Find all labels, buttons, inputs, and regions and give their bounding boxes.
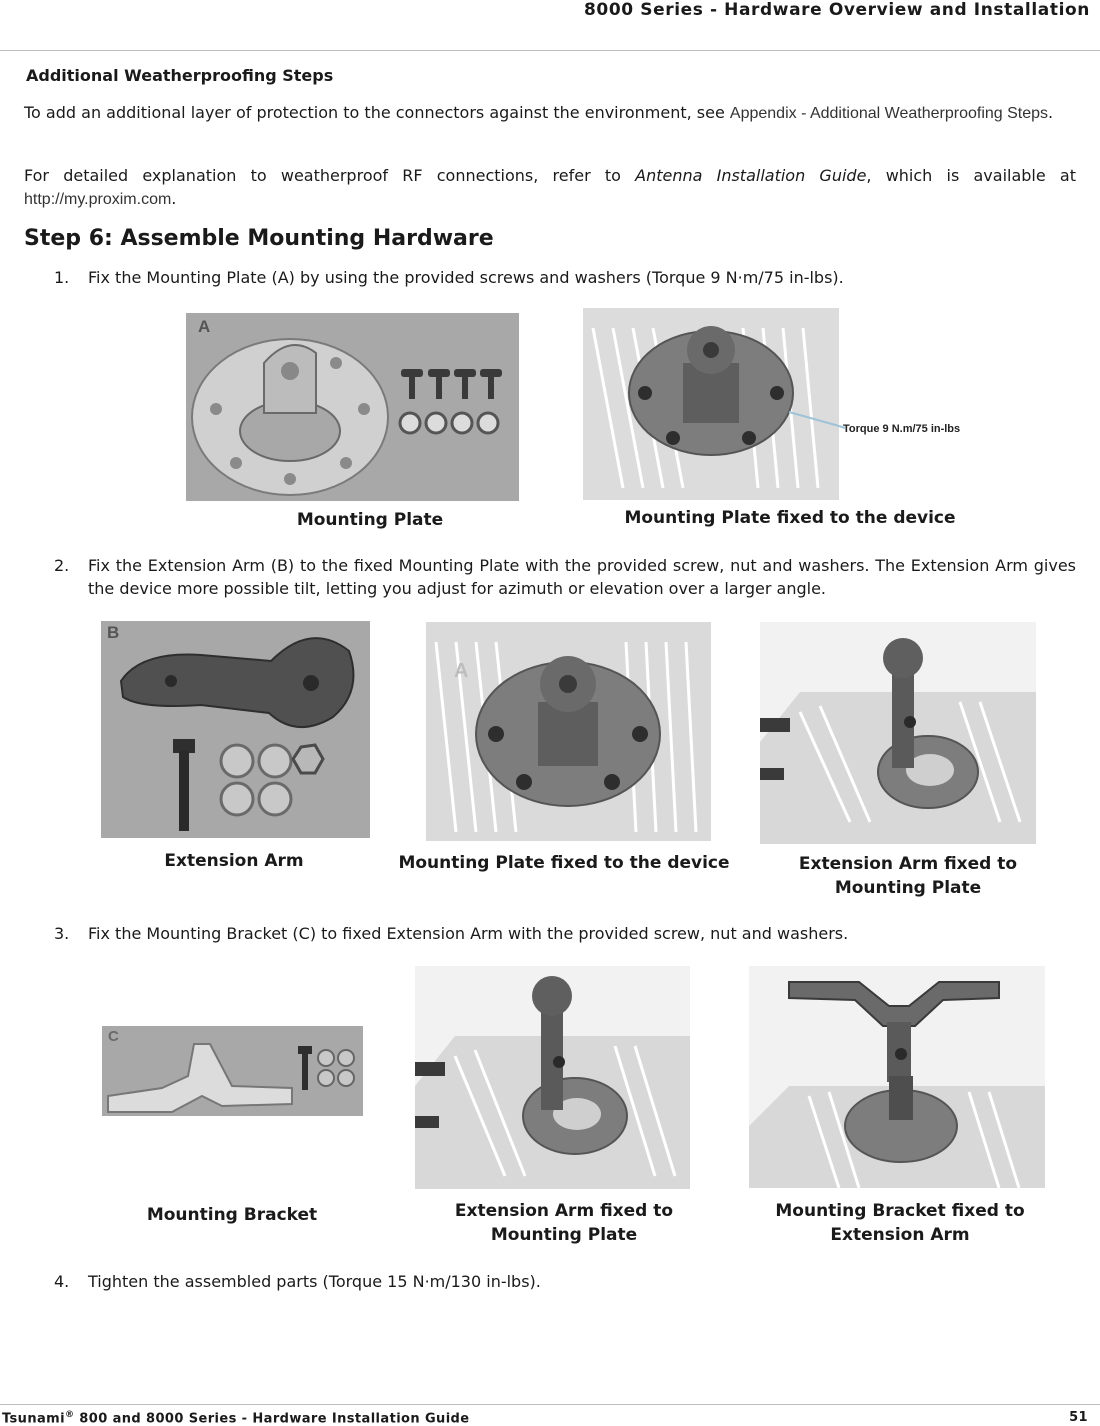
guide-title: Antenna Installation Guide [635, 166, 867, 185]
caption-arm-fixed2-line1: Extension Arm fixed to [454, 1201, 674, 1221]
arm-on-plate-photo [760, 622, 1036, 844]
item-text: Fix the Mounting Bracket (C) to fixed Extension Arm with the provided screw, nut and washers. [88, 924, 849, 943]
caption-bracket-fixed-line2: Extension Arm [830, 1225, 970, 1245]
caption-plate-fixed: Mounting Plate fixed to the device [624, 508, 956, 528]
item-number: 3. [54, 924, 70, 943]
list-item [0, 554, 1100, 602]
caption-arm-fixed2-line2: Mounting Plate [490, 1225, 638, 1245]
para1-text: To add an additional layer of protection to the connectors against the environment, see [24, 103, 725, 122]
item-number: 4. [54, 1272, 70, 1291]
item-number: 2. [54, 556, 70, 575]
plate-on-device-photo [583, 308, 991, 500]
caption-arm-fixed-line2: Mounting Plate [834, 878, 982, 898]
footer-title [2, 1410, 469, 1426]
header-divider [0, 50, 1100, 51]
extension-arm-photo [101, 621, 370, 838]
para1-end: . [1048, 103, 1054, 122]
appendix-link[interactable]: Appendix - Additional Weatherproofing Steps [729, 105, 1049, 122]
weatherproofing-paragraph [24, 101, 1076, 125]
part-letter-a-faint: A [454, 660, 469, 682]
list-item [0, 922, 1100, 946]
list-item [0, 266, 1100, 290]
para2-end: . [171, 189, 177, 208]
weatherproofing-heading: Additional Weatherproofing Steps [26, 66, 334, 85]
caption-plate-fixed-2: Mounting Plate fixed to the device [398, 853, 730, 873]
bracket-on-arm-photo [749, 966, 1045, 1188]
item-text: Fix the Mounting Plate (A) by using the provided screws and washers (Torque 9 N·m/75 in-lbs). [88, 268, 844, 287]
footer-reg: ® [64, 1410, 75, 1420]
footer-title-rest: 800 and 8000 Series - Hardware Installation Guide [74, 1411, 470, 1426]
caption-bracket-fixed-line1: Mounting Bracket fixed to [775, 1201, 1025, 1221]
torque-label: Torque 9 N.m/75 in-lbs [843, 423, 961, 435]
mounting-bracket-photo [102, 1026, 363, 1116]
item-text: Fix the Extension Arm (B) to the fixed Mounting Plate with the provided screw, nut and washers. The Extension Arm gives the device more possible tilt, letting you adjust for azimuth or elevation over a larger angle. [88, 556, 1076, 598]
item-number: 1. [54, 268, 70, 287]
caption-extension-arm: Extension Arm [164, 851, 304, 871]
item-text: Tighten the assembled parts (Torque 15 N·m/130 in-lbs). [88, 1272, 541, 1291]
part-letter-c: C [108, 1028, 119, 1045]
step6-heading: Step 6: Assemble Mounting Hardware [24, 226, 494, 251]
rf-paragraph [24, 164, 1076, 211]
part-letter-a: A [198, 317, 211, 336]
para2-text-a: For detailed explanation to weatherproof RF connections, refer to [24, 166, 621, 185]
plate-on-device-photo-2 [426, 622, 711, 841]
caption-arm-fixed-line1: Extension Arm fixed to [798, 854, 1018, 874]
proxim-link[interactable]: http://my.proxim.com [24, 191, 172, 208]
footer-brand: Tsunami [2, 1411, 65, 1426]
caption-mounting-bracket: Mounting Bracket [146, 1205, 318, 1225]
page-number: 51 [1069, 1410, 1088, 1425]
caption-mounting-plate: Mounting Plate [296, 510, 444, 530]
para2-text-b: , which is available at [866, 166, 1076, 185]
running-header: 8000 Series - Hardware Overview and Installation [584, 0, 1090, 20]
list-item [0, 1270, 1100, 1294]
arm-on-plate-photo-2 [415, 966, 690, 1189]
mounting-plate-photo [186, 313, 519, 501]
part-letter-b: B [107, 623, 120, 642]
footer-divider [0, 1404, 1100, 1405]
